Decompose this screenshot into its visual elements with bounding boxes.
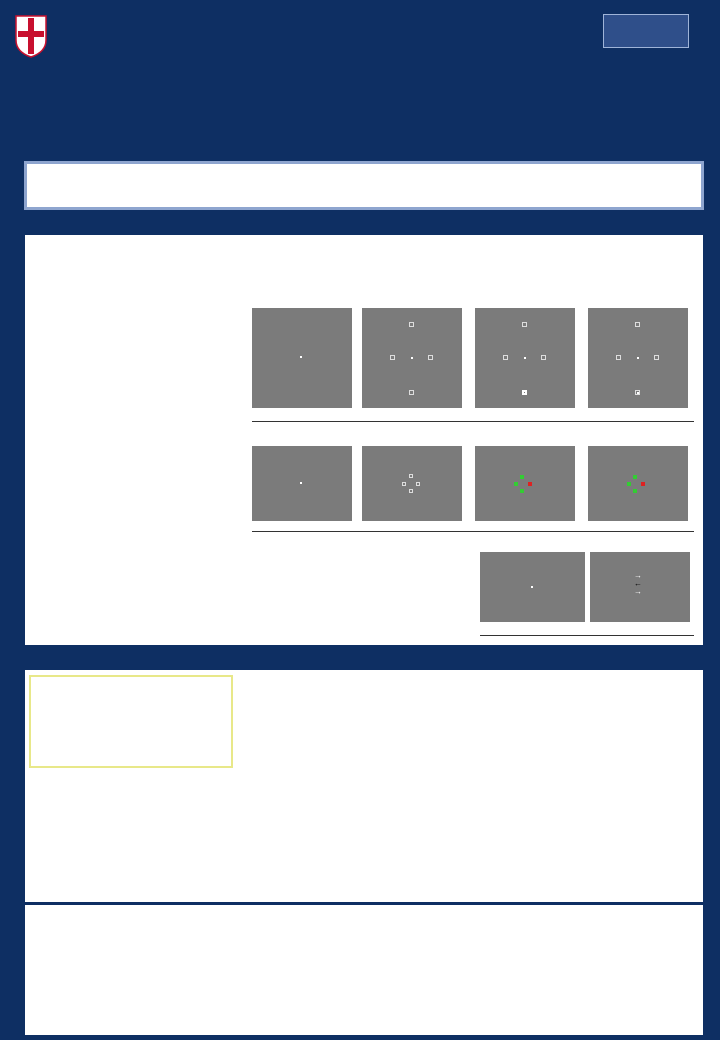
inter-class-results-box [29, 675, 233, 768]
stimulus-panel-boxes [362, 446, 462, 521]
sdf-logo [603, 14, 689, 48]
stimulus-panel-fixation [252, 308, 352, 408]
ricerca-left-column [30, 300, 244, 304]
stimulus-panel-fixation [252, 446, 352, 521]
stimulus-panel-fixation [480, 552, 585, 622]
conclusions-block [392, 950, 702, 953]
stimulus-panel-boxes [362, 308, 462, 408]
stimulus-panel-cue [475, 308, 575, 408]
timeline-axis [480, 635, 694, 636]
timeline-axis [252, 531, 694, 532]
abstract-box [24, 161, 704, 210]
arrow-right-icon: → [634, 571, 642, 580]
arrow-left-icon: ← [634, 579, 642, 588]
bibliography-list [28, 914, 383, 1036]
university-logo [12, 14, 50, 58]
stimulus-panel-cue [475, 446, 575, 521]
stimulus-panel-target [588, 446, 688, 521]
intro-text [25, 235, 703, 296]
exgauss-charts [340, 693, 700, 863]
stimulus-panel-target [588, 308, 688, 408]
differences-block [255, 882, 700, 886]
timeline-axis [252, 421, 694, 422]
flanker-stimulus-panel [590, 552, 690, 622]
arrow-right-icon: → [634, 587, 642, 596]
ricerca-bottom-text [30, 536, 470, 540]
